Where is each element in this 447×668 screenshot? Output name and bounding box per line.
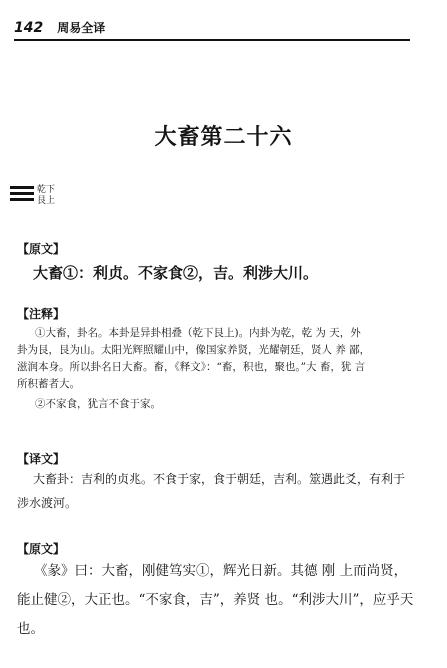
yiwen-text: 大畜卦：吉利的贞兆。不食于家，食于朝廷，吉利。筮遇此爻，有利于涉水渡河。 xyxy=(17,472,406,510)
note-1-line-1: ①大畜，卦名。本卦是异卦相叠（乾下艮上)。内卦为乾，乾 为 天，外 xyxy=(35,327,361,339)
yuanwen-2-text: 《彖》曰：大畜，刚健笃实①，辉光日新。其德 刚 上而尚贤，能止健②，大正也。“不家食，吉”，养贤 也。“利涉大川”，应乎天也。 xyxy=(17,563,414,637)
hexagram-symbol-icon xyxy=(10,186,34,207)
chapter-title: 大畜第二十六 xyxy=(154,125,293,150)
book-title: 周易全译 xyxy=(57,21,106,35)
section-label-yuanwen-1: 【原文】 xyxy=(17,242,66,256)
hexagram xyxy=(10,185,55,207)
note-1-line-4: 所积蓄者大。 xyxy=(17,378,80,390)
note-1-line-2: 卦为艮，艮为山。太阳光辉照耀山中，像国家养贤，光耀朝廷，贤人 养 鄙， xyxy=(17,344,371,356)
page-number: 142 xyxy=(14,20,44,36)
yuanwen-1-text: 大畜①：利贞。不家食②，吉。利涉大川。 xyxy=(33,264,319,282)
page-header xyxy=(14,18,410,41)
hexagram-label-lower: 艮上 xyxy=(37,196,56,206)
section-label-yiwen: 【译文】 xyxy=(17,452,66,466)
hexagram-label-upper: 乾下 xyxy=(37,185,56,195)
section-label-yuanwen-2: 【原文】 xyxy=(17,542,66,556)
note-2: ②不家食，犹言不食于家。 xyxy=(35,398,161,410)
note-1-line-3: 滋润本身。所以卦名日大畜。畜，《释文》：“畜，积也，聚也。”大 畜，犹 言 xyxy=(17,361,366,373)
section-label-zhushi: 【注释】 xyxy=(17,307,66,321)
hexagram-labels xyxy=(37,185,55,207)
